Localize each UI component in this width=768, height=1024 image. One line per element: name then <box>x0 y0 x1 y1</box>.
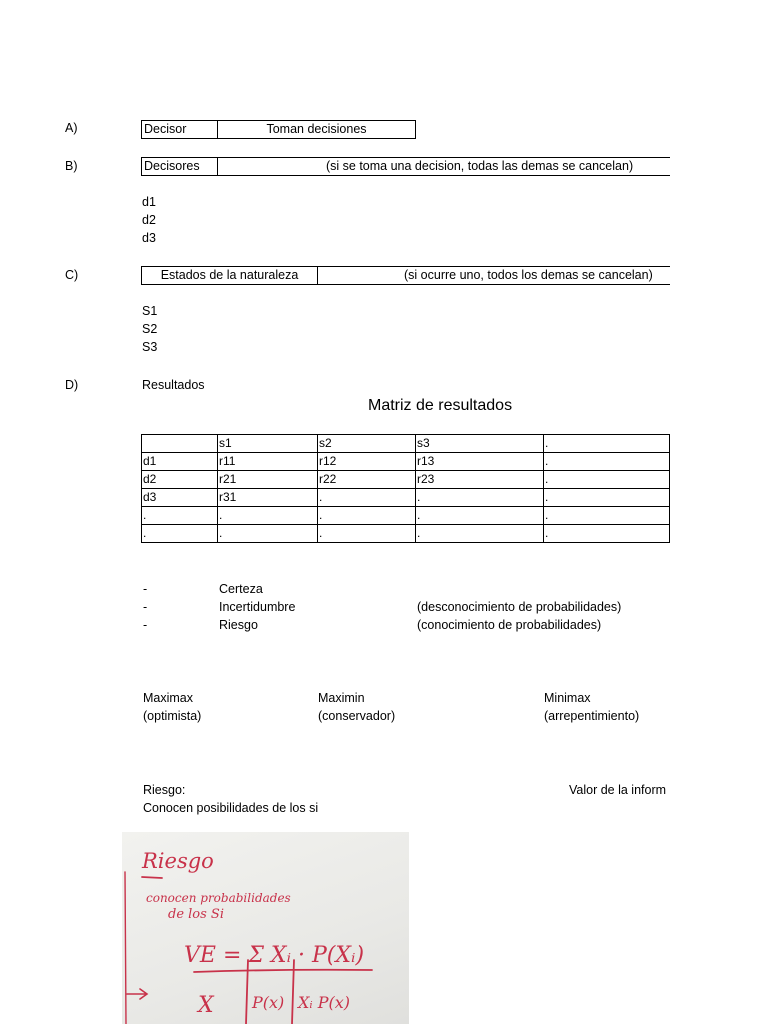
condition-name: Certeza <box>219 582 263 596</box>
criterion-name: Maximin <box>318 691 365 705</box>
matrix-header-cell: s3 <box>416 435 544 453</box>
matrix-row-label: d2 <box>142 471 218 489</box>
matrix-cell: . <box>318 489 416 507</box>
table-row <box>142 435 670 453</box>
section-marker-c: C) <box>65 268 79 282</box>
estados-description: (si ocurre uno, todos los demas se cancelan) <box>404 268 653 282</box>
matrix-cell: . <box>544 453 670 471</box>
criterion-name: Maximax <box>143 691 194 705</box>
whiteboard-text: P(x) <box>252 993 285 1012</box>
matrix-cell: . <box>416 507 544 525</box>
condition-note: (desconocimiento de probabilidades) <box>417 600 622 614</box>
matrix-cell: . <box>544 471 670 489</box>
whiteboard-text: de los Si <box>168 907 224 922</box>
decisores-label: Decisores <box>142 158 218 175</box>
matrix-cell: . <box>218 507 318 525</box>
matrix-cell: r13 <box>416 453 544 471</box>
estados-label: Estados de la naturaleza <box>142 267 318 284</box>
table-row <box>142 507 670 525</box>
matrix-cell: . <box>416 525 544 543</box>
table-row <box>142 453 670 471</box>
decision-item: d3 <box>142 231 156 245</box>
criterion-desc: (conservador) <box>318 709 396 723</box>
criterion-desc: (arrepentimiento) <box>544 709 640 723</box>
matrix-cell: . <box>544 507 670 525</box>
estados-box <box>141 266 670 285</box>
matrix-header-cell: s2 <box>318 435 416 453</box>
matrix-cell: r12 <box>318 453 416 471</box>
decisores-box <box>141 157 670 176</box>
criterion-desc: (optimista) <box>143 709 202 723</box>
table-row <box>142 471 670 489</box>
condition-name: Riesgo <box>219 618 258 632</box>
state-item: S2 <box>142 322 158 336</box>
section-marker-b: B) <box>65 159 78 173</box>
matrix-cell: . <box>544 525 670 543</box>
matrix-row-label: d3 <box>142 489 218 507</box>
matrix-row-label: . <box>142 507 218 525</box>
whiteboard-text: conocen probabilidades <box>146 891 291 905</box>
matrix-cell: r21 <box>218 471 318 489</box>
condition-note: (conocimiento de probabilidades) <box>417 618 602 632</box>
riesgo-title: Riesgo: <box>143 783 186 797</box>
valor-informacion-text: Valor de la inform <box>569 783 667 797</box>
section-marker-a: A) <box>65 121 78 135</box>
riesgo-subtitle: Conocen posibilidades de los si <box>143 801 319 815</box>
condition-bullet: - <box>143 600 148 614</box>
whiteboard-photo <box>122 832 409 1024</box>
condition-bullet: - <box>143 618 148 632</box>
whiteboard-text: VE = Σ Xᵢ · P(Xᵢ) <box>184 943 365 968</box>
matrix-row-label: d1 <box>142 453 218 471</box>
matrix-cell <box>142 435 218 453</box>
state-item: S1 <box>142 304 158 318</box>
table-row <box>142 525 670 543</box>
whiteboard-drawing <box>122 832 409 1024</box>
condition-bullet: - <box>143 582 148 596</box>
decisor-description: Toman decisiones <box>266 122 367 136</box>
criterion-name: Minimax <box>544 691 591 705</box>
matrix-cell: . <box>318 507 416 525</box>
matrix-row-label: . <box>142 525 218 543</box>
matrix-cell: . <box>544 489 670 507</box>
matrix-cell: r22 <box>318 471 416 489</box>
matrix-cell: r11 <box>218 453 318 471</box>
matrix-cell: r31 <box>218 489 318 507</box>
matrix-header-cell: . <box>544 435 670 453</box>
matrix-cell: . <box>318 525 416 543</box>
decisores-description: (si se toma una decision, todas las demas se cancelan) <box>326 159 634 173</box>
results-matrix <box>141 434 670 543</box>
matrix-header-cell: s1 <box>218 435 318 453</box>
matrix-cell: . <box>218 525 318 543</box>
matrix-cell: . <box>416 489 544 507</box>
matrix-cell: r23 <box>416 471 544 489</box>
decision-item: d1 <box>142 195 156 209</box>
section-marker-d: D) <box>65 378 79 392</box>
whiteboard-text: Xᵢ P(x) <box>298 993 350 1012</box>
matrix-title: Matriz de resultados <box>368 397 513 414</box>
decisor-label: Decisor <box>142 121 218 138</box>
whiteboard-text: Riesgo <box>142 849 214 873</box>
whiteboard-text: X <box>198 993 214 1018</box>
decisor-box <box>141 120 416 139</box>
state-item: S3 <box>142 340 158 354</box>
condition-name: Incertidumbre <box>219 600 296 614</box>
resultados-label: Resultados <box>142 378 205 392</box>
decision-item: d2 <box>142 213 156 227</box>
table-row <box>142 489 670 507</box>
